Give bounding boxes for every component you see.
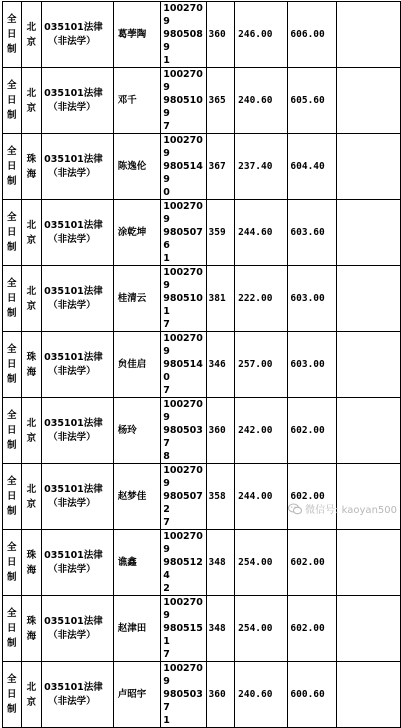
study-mode-char: 日: [7, 491, 17, 502]
prelim-score: 367: [208, 160, 226, 172]
table-row: [3, 662, 401, 728]
campus-cell: [21, 596, 42, 662]
major-type: （非法学）: [48, 695, 96, 707]
total-score-cell: [288, 266, 336, 332]
exam-id-cell: [161, 398, 206, 464]
major-type: （非法学）: [48, 299, 96, 311]
exam-id-part: 9805037: [163, 425, 203, 449]
exam-id-part: 7: [163, 517, 170, 528]
prelim-score-cell: [206, 662, 235, 728]
total-score-cell: [288, 68, 336, 134]
remark-cell: [336, 398, 400, 464]
table-row: [3, 68, 401, 134]
retest-score: 244.60: [238, 226, 273, 238]
study-mode-char: 全: [7, 278, 17, 289]
major-code: 035101法律: [44, 153, 103, 165]
prelim-score: 360: [208, 28, 226, 40]
exam-id-cell: [161, 596, 206, 662]
prelim-score-cell: [206, 596, 235, 662]
study-mode-char: 制: [7, 506, 17, 517]
retest-score: 242.00: [238, 424, 273, 436]
major-code: 035101法律: [44, 87, 103, 99]
exam-id-part: 1002709: [163, 597, 203, 621]
total-score-cell: [288, 200, 336, 266]
prelim-score: 348: [208, 556, 226, 568]
total-score-cell: [288, 134, 336, 200]
campus-cell: [21, 266, 42, 332]
exam-id-part: 1002709: [163, 531, 203, 555]
student-name: 赵梦佳: [117, 490, 147, 502]
study-mode-cell: [3, 266, 22, 332]
exam-id-part: 7: [163, 319, 170, 330]
campus-char: 北: [26, 483, 37, 495]
exam-id-part: 8: [163, 451, 170, 462]
retest-score: 257.00: [238, 358, 273, 370]
major-code: 035101法律: [44, 681, 103, 693]
remark-cell: [336, 464, 400, 530]
remark-cell: [336, 2, 400, 68]
study-mode-cell: [3, 332, 22, 398]
retest-score-cell: [235, 662, 288, 728]
exam-id-cell: [161, 2, 206, 68]
exam-id-part: 7: [163, 649, 170, 660]
prelim-score-cell: [206, 398, 235, 464]
campus-char: 北: [26, 417, 37, 429]
watermark: [288, 501, 397, 516]
total-score-cell: [288, 596, 336, 662]
study-mode-char: 制: [7, 440, 17, 451]
major-type: （非法学）: [48, 35, 96, 47]
name-cell: [113, 2, 160, 68]
major-code: 035101法律: [44, 219, 103, 231]
study-mode-char: 制: [7, 176, 17, 187]
exam-id-part: 9805037: [163, 689, 203, 713]
campus-char: 海: [26, 168, 37, 180]
retest-score: 246.00: [238, 28, 273, 40]
admission-table-body: [3, 2, 401, 728]
retest-score-cell: [235, 332, 288, 398]
campus-char: 北: [26, 87, 37, 99]
study-mode-char: 制: [7, 110, 17, 121]
exam-id-part: 2: [163, 583, 170, 594]
campus-cell: [21, 134, 42, 200]
campus-char: 京: [26, 696, 37, 708]
retest-score-cell: [235, 464, 288, 530]
major-type: （非法学）: [48, 563, 96, 575]
exam-id-part: 7: [163, 121, 170, 132]
retest-score-cell: [235, 200, 288, 266]
major-code: 035101法律: [44, 417, 103, 429]
campus-char: 珠: [26, 153, 37, 165]
total-score: 605.60: [290, 94, 325, 106]
exam-id-cell: [161, 134, 206, 200]
campus-char: 海: [26, 366, 37, 378]
campus-char: 海: [26, 564, 37, 576]
study-mode-char: 全: [7, 146, 17, 157]
study-mode-char: 日: [7, 227, 17, 238]
study-mode-char: 制: [7, 374, 17, 385]
study-mode-char: 日: [7, 29, 17, 40]
major-cell: [42, 200, 114, 266]
campus-char: 京: [26, 432, 37, 444]
name-cell: [113, 266, 160, 332]
study-mode-char: 日: [7, 557, 17, 568]
name-cell: [113, 464, 160, 530]
retest-score-cell: [235, 596, 288, 662]
campus-char: 北: [26, 219, 37, 231]
exam-id-part: 1002709: [163, 135, 203, 159]
table-row: [3, 266, 401, 332]
prelim-score: 346: [208, 358, 226, 370]
study-mode-char: 全: [7, 674, 17, 685]
campus-char: 珠: [26, 351, 37, 363]
study-mode-cell: [3, 662, 22, 728]
exam-id-part: 1002709: [163, 663, 203, 687]
exam-id-cell: [161, 464, 206, 530]
campus-char: 珠: [26, 549, 37, 561]
student-name: 谯鑫: [117, 556, 137, 568]
table-row: [3, 2, 401, 68]
campus-char: 京: [26, 234, 37, 246]
retest-score: 254.00: [238, 622, 273, 634]
exam-id-part: 1002709: [163, 69, 203, 93]
study-mode-cell: [3, 200, 22, 266]
major-cell: [42, 596, 114, 662]
prelim-score: 360: [208, 688, 226, 700]
exam-id-part: 9805089: [163, 29, 203, 53]
major-type: （非法学）: [48, 365, 96, 377]
total-score: 603.00: [290, 292, 325, 304]
exam-id-part: 0: [163, 187, 170, 198]
exam-id-part: 1002709: [163, 267, 203, 291]
student-name: 桂清云: [117, 292, 147, 304]
student-name: 涂乾坤: [117, 226, 147, 238]
remark-cell: [336, 530, 400, 596]
table-row: [3, 332, 401, 398]
exam-id-part: 7: [163, 385, 170, 396]
name-cell: [113, 68, 160, 134]
total-score: 602.00: [290, 424, 325, 436]
total-score: 604.40: [290, 160, 325, 172]
retest-score-cell: [235, 134, 288, 200]
exam-id-part: 9805072: [163, 491, 203, 515]
table-row: [3, 134, 401, 200]
name-cell: [113, 134, 160, 200]
study-mode-char: 日: [7, 359, 17, 370]
name-cell: [113, 398, 160, 464]
campus-char: 京: [26, 300, 37, 312]
total-score: 603.60: [290, 226, 325, 238]
exam-id-cell: [161, 200, 206, 266]
retest-score-cell: [235, 2, 288, 68]
retest-score: 244.00: [238, 490, 273, 502]
exam-id-part: 1002709: [163, 333, 203, 357]
student-name: 赵津田: [117, 622, 147, 634]
study-mode-char: 全: [7, 212, 17, 223]
study-mode-cell: [3, 68, 22, 134]
prelim-score-cell: [206, 200, 235, 266]
study-mode-char: 制: [7, 638, 17, 649]
study-mode-char: 全: [7, 476, 17, 487]
study-mode-char: 日: [7, 425, 17, 436]
name-cell: [113, 530, 160, 596]
total-score: 602.00: [290, 622, 325, 634]
study-mode-cell: [3, 530, 22, 596]
exam-id-cell: [161, 68, 206, 134]
total-score: 603.00: [290, 358, 325, 370]
remark-cell: [336, 68, 400, 134]
study-mode-cell: [3, 464, 22, 530]
study-mode-char: 日: [7, 689, 17, 700]
campus-cell: [21, 662, 42, 728]
campus-char: 珠: [26, 615, 37, 627]
campus-cell: [21, 530, 42, 596]
major-type: （非法学）: [48, 629, 96, 641]
major-type: （非法学）: [48, 101, 96, 113]
student-name: 邓千: [117, 94, 137, 106]
total-score: 606.00: [290, 28, 325, 40]
retest-score: 240.60: [238, 94, 273, 106]
exam-id-part: 1: [163, 55, 170, 66]
name-cell: [113, 596, 160, 662]
prelim-score-cell: [206, 2, 235, 68]
prelim-score: 365: [208, 94, 226, 106]
exam-id-cell: [161, 332, 206, 398]
student-name: 杨玲: [117, 424, 137, 436]
study-mode-char: 日: [7, 161, 17, 172]
total-score-cell: [288, 464, 336, 530]
name-cell: [113, 200, 160, 266]
study-mode-char: 日: [7, 293, 17, 304]
major-code: 035101法律: [44, 351, 103, 363]
campus-char: 京: [26, 36, 37, 48]
total-score-cell: [288, 398, 336, 464]
prelim-score-cell: [206, 464, 235, 530]
campus-char: 京: [26, 102, 37, 114]
study-mode-char: 全: [7, 542, 17, 553]
major-type: （非法学）: [48, 167, 96, 179]
total-score-cell: [288, 332, 336, 398]
campus-char: 海: [26, 630, 37, 642]
exam-id-part: 9805101: [163, 293, 203, 317]
major-cell: [42, 266, 114, 332]
prelim-score-cell: [206, 530, 235, 596]
exam-id-part: 1002709: [163, 201, 203, 225]
student-name: 卢昭宇: [117, 688, 147, 700]
exam-id-part: 9805124: [163, 557, 203, 581]
major-code: 035101法律: [44, 285, 103, 297]
prelim-score-cell: [206, 134, 235, 200]
remark-cell: [336, 662, 400, 728]
major-cell: [42, 68, 114, 134]
exam-id-cell: [161, 266, 206, 332]
campus-cell: [21, 332, 42, 398]
major-cell: [42, 662, 114, 728]
study-mode-cell: [3, 398, 22, 464]
exam-id-part: 9805151: [163, 623, 203, 647]
study-mode-cell: [3, 2, 22, 68]
retest-score-cell: [235, 266, 288, 332]
major-code: 035101法律: [44, 615, 103, 627]
major-code: 035101法律: [44, 483, 103, 495]
exam-id-part: 1: [163, 715, 170, 726]
total-score: 600.60: [290, 688, 325, 700]
student-name: 葛荸陶: [117, 28, 147, 40]
exam-id-part: 1002709: [163, 3, 203, 27]
major-cell: [42, 332, 114, 398]
table-row: [3, 596, 401, 662]
study-mode-char: 全: [7, 14, 17, 25]
watermark-text: 微信号: kaoyan500: [305, 505, 397, 516]
study-mode-char: 制: [7, 308, 17, 319]
campus-cell: [21, 2, 42, 68]
retest-score: 222.00: [238, 292, 273, 304]
wechat-icon: [288, 503, 302, 515]
study-mode-char: 全: [7, 608, 17, 619]
table-row: [3, 200, 401, 266]
table-row: [3, 464, 401, 530]
prelim-score-cell: [206, 266, 235, 332]
study-mode-char: 制: [7, 572, 17, 583]
prelim-score-cell: [206, 68, 235, 134]
study-mode-char: 制: [7, 242, 17, 253]
total-score: 602.00: [290, 556, 325, 568]
study-mode-char: 全: [7, 80, 17, 91]
prelim-score: 348: [208, 622, 226, 634]
table-row: [3, 530, 401, 596]
student-name: 陈逸伦: [117, 160, 147, 172]
major-cell: [42, 530, 114, 596]
remark-cell: [336, 134, 400, 200]
prelim-score-cell: [206, 332, 235, 398]
retest-score: 237.40: [238, 160, 273, 172]
retest-score-cell: [235, 398, 288, 464]
major-cell: [42, 134, 114, 200]
study-mode-char: 日: [7, 95, 17, 106]
campus-char: 北: [26, 285, 37, 297]
total-score-cell: [288, 530, 336, 596]
campus-cell: [21, 398, 42, 464]
remark-cell: [336, 596, 400, 662]
exam-id-part: 1: [163, 253, 170, 264]
major-type: （非法学）: [48, 497, 96, 509]
retest-score: 240.60: [238, 688, 273, 700]
campus-cell: [21, 200, 42, 266]
prelim-score: 358: [208, 490, 226, 502]
campus-char: 北: [26, 681, 37, 693]
study-mode-char: 制: [7, 44, 17, 55]
major-cell: [42, 2, 114, 68]
major-code: 035101法律: [44, 549, 103, 561]
prelim-score: 381: [208, 292, 226, 304]
remark-cell: [336, 332, 400, 398]
exam-id-part: 9805076: [163, 227, 203, 251]
study-mode-char: 全: [7, 344, 17, 355]
name-cell: [113, 662, 160, 728]
campus-cell: [21, 464, 42, 530]
study-mode-char: 日: [7, 623, 17, 634]
name-cell: [113, 332, 160, 398]
admission-table: [2, 1, 401, 728]
student-name: 贠佳启: [117, 358, 147, 370]
prelim-score: 360: [208, 424, 226, 436]
study-mode-cell: [3, 134, 22, 200]
exam-id-part: 1002709: [163, 399, 203, 423]
table-row: [3, 398, 401, 464]
retest-score: 254.00: [238, 556, 273, 568]
major-cell: [42, 398, 114, 464]
major-code: 035101法律: [44, 21, 103, 33]
exam-id-part: 9805140: [163, 359, 203, 383]
total-score-cell: [288, 2, 336, 68]
retest-score-cell: [235, 530, 288, 596]
retest-score-cell: [235, 68, 288, 134]
exam-id-cell: [161, 530, 206, 596]
study-mode-char: 全: [7, 410, 17, 421]
major-cell: [42, 464, 114, 530]
remark-cell: [336, 200, 400, 266]
campus-char: 北: [26, 21, 37, 33]
exam-id-part: 1002709: [163, 465, 203, 489]
major-type: （非法学）: [48, 233, 96, 245]
study-mode-char: 制: [7, 704, 17, 715]
prelim-score: 359: [208, 226, 226, 238]
remark-cell: [336, 266, 400, 332]
total-score: 602.00: [290, 490, 325, 502]
major-type: （非法学）: [48, 431, 96, 443]
total-score-cell: [288, 662, 336, 728]
exam-id-part: 9805149: [163, 161, 203, 185]
campus-char: 京: [26, 498, 37, 510]
exam-id-cell: [161, 662, 206, 728]
exam-id-part: 9805109: [163, 95, 203, 119]
study-mode-cell: [3, 596, 22, 662]
campus-cell: [21, 68, 42, 134]
